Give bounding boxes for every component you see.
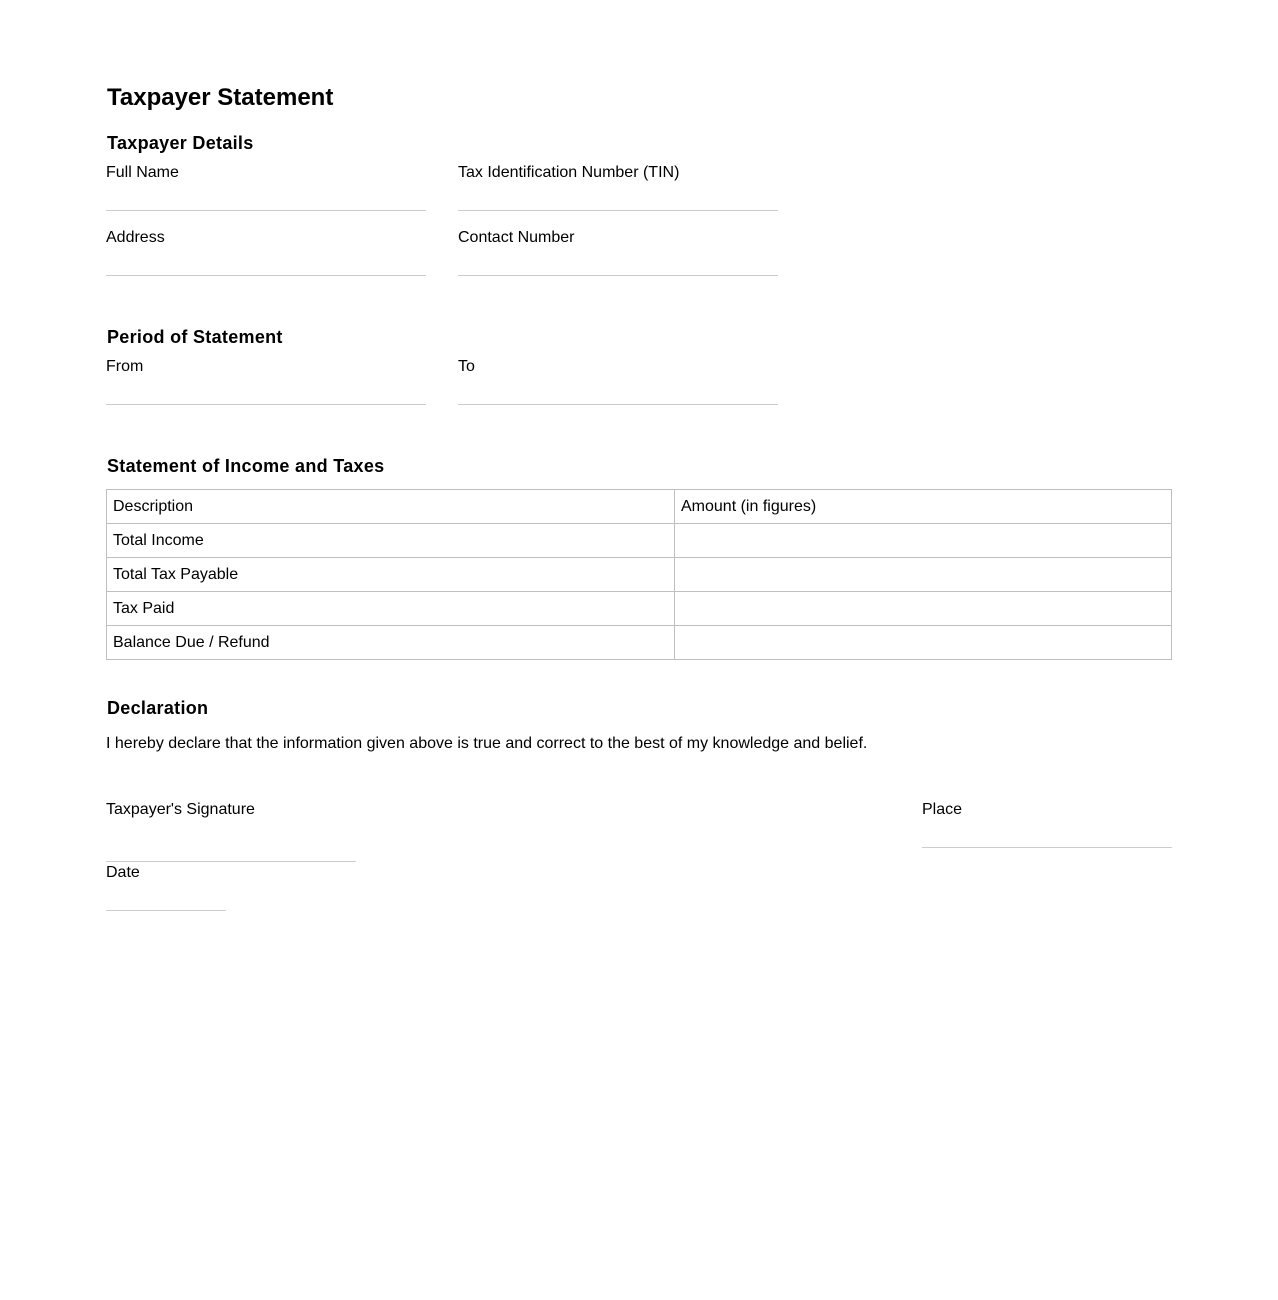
place-field[interactable] [922,847,1172,848]
address-label: Address [106,229,165,246]
signature-label: Taxpayer's Signature [106,801,255,818]
signature-field[interactable] [106,861,356,862]
from-label: From [106,358,144,375]
full-name-label: Full Name [106,164,179,181]
row-amount-cell[interactable] [675,626,1172,660]
row-description: Balance Due / Refund [107,626,675,660]
column-header-amount: Amount (in figures) [675,490,1172,524]
table-header-row [107,490,1172,524]
place-label: Place [922,801,963,818]
section-heading-taxpayer-details: Taxpayer Details [107,133,254,153]
column-header-description: Description [107,490,675,524]
table-row [107,626,1172,660]
section-heading-declaration: Declaration [107,698,209,718]
date-label: Date [106,864,140,881]
contact-number-field[interactable] [458,275,778,276]
from-field[interactable] [106,404,426,405]
table-row [107,558,1172,592]
row-amount-cell[interactable] [675,592,1172,626]
tin-field[interactable] [458,210,778,211]
table-row [107,592,1172,626]
row-amount-cell[interactable] [675,524,1172,558]
section-heading-income-taxes: Statement of Income and Taxes [107,456,385,476]
section-heading-period: Period of Statement [107,327,283,347]
date-field[interactable] [106,910,226,911]
row-description: Tax Paid [107,592,675,626]
to-field[interactable] [458,404,778,405]
address-field[interactable] [106,275,426,276]
tin-label: Tax Identification Number (TIN) [458,164,680,181]
page-title: Taxpayer Statement [107,84,334,111]
full-name-field[interactable] [106,210,426,211]
declaration-text: I hereby declare that the information given above is true and correct to the best of my knowledge and belief. [106,735,868,752]
row-description: Total Tax Payable [107,558,675,592]
table-row [107,524,1172,558]
contact-number-label: Contact Number [458,229,575,246]
row-description: Total Income [107,524,675,558]
income-taxes-table [106,489,1172,660]
row-amount-cell[interactable] [675,558,1172,592]
to-label: To [458,358,475,375]
